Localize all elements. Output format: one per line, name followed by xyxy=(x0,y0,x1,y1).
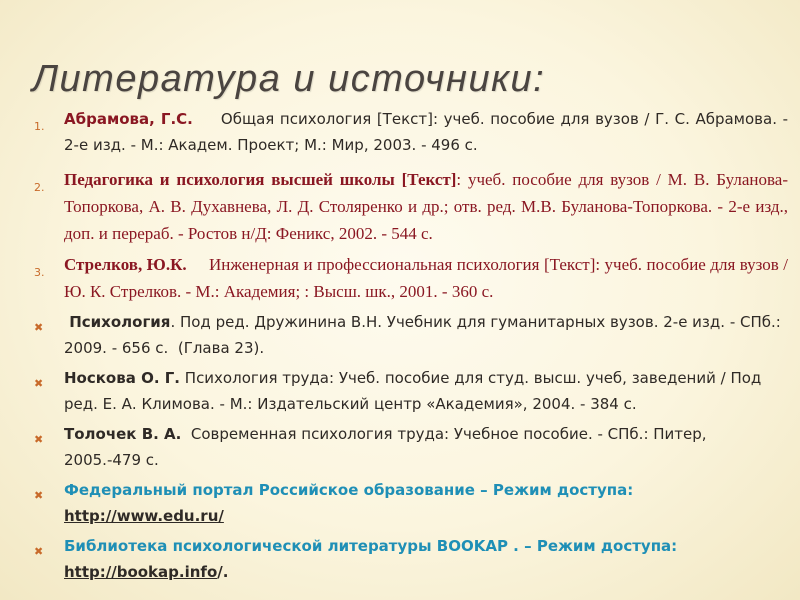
list-number: 1. xyxy=(34,120,45,133)
bullet-text: Современная психология труда: Учебное пособие. - СПб.: Питер, 2005.-479 с. xyxy=(64,425,707,469)
bullet-item-3 xyxy=(34,421,788,473)
bullet-bold: Носкова О. Г. xyxy=(64,369,181,387)
bullet-text: Психология труда: Учеб. пособие для студ. высш. учеб, заведений / Под ред. Е. А. Климова. - М.: Издательский центр «Академия», 2004. - 384 с. xyxy=(64,369,762,413)
bullet-item-1 xyxy=(34,309,788,361)
bullet-text: . Под ред. Дружинина В.Н. Учебник для гуманитарных вузов. 2-е изд. - СПб.: 2009. - 656 с. (Глава 23). xyxy=(64,313,781,357)
bullet-bold: Психология xyxy=(64,313,171,331)
references-list xyxy=(34,106,788,589)
reference-text: Общая психология [Текст]: учеб. пособие для вузов / Г. С. Абрамова. - 2-е изд. - М.: Академ. Проект; М.: Мир, 2003. - 496 с. xyxy=(64,110,788,154)
reference-item-3 xyxy=(34,251,788,305)
bullet-x-icon: ✖ xyxy=(34,545,44,558)
resource-label: Библиотека психологической литературы BOOKAP . – Режим доступа: xyxy=(64,537,678,555)
bullet-bold: Толочек В. А. xyxy=(64,425,182,443)
slide-title: Литература и источники: xyxy=(32,58,546,100)
reference-text: : учеб. пособие для вузов / М. В. Буланова-Топоркова, А. В. Духавнева, Л. Д. Столяренко и др.; отв. ред. М.В. Буланова-Топоркова. - 2-е изд., доп. и перераб. - Ростов н/Д: Феникс, 2002. - 544 с. xyxy=(64,170,788,243)
reference-item-1 xyxy=(34,106,788,158)
reference-item-2 xyxy=(34,166,788,247)
bullet-item-2 xyxy=(34,365,788,417)
reference-author: Стрелков, Ю.К. xyxy=(64,255,187,274)
bullet-x-icon: ✖ xyxy=(34,377,44,390)
reference-text: Инженерная и профессиональная психология [Текст]: учеб. пособие для вузов / Ю. К. Стрелков. - М.: Академия; : Высш. шк., 2001. - 360 с. xyxy=(64,255,788,301)
bullet-item-5 xyxy=(34,533,788,585)
reference-author: Педагогика и психология высшей школы [Текст] xyxy=(64,170,457,189)
list-number: 2. xyxy=(34,181,45,194)
reference-author: Абрамова, Г.С. xyxy=(64,110,193,128)
link-suffix: /. xyxy=(217,563,229,581)
bullet-x-icon: ✖ xyxy=(34,321,44,334)
resource-label: Федеральный портал Российское образование – Режим доступа: xyxy=(64,481,634,499)
edu-portal-link[interactable]: http://www.edu.ru/ xyxy=(64,507,224,525)
list-number: 3. xyxy=(34,266,45,279)
bookap-link[interactable]: http://bookap.info xyxy=(64,563,218,581)
bullet-x-icon: ✖ xyxy=(34,433,44,446)
bullet-item-4 xyxy=(34,477,788,529)
bullet-x-icon: ✖ xyxy=(34,489,44,502)
